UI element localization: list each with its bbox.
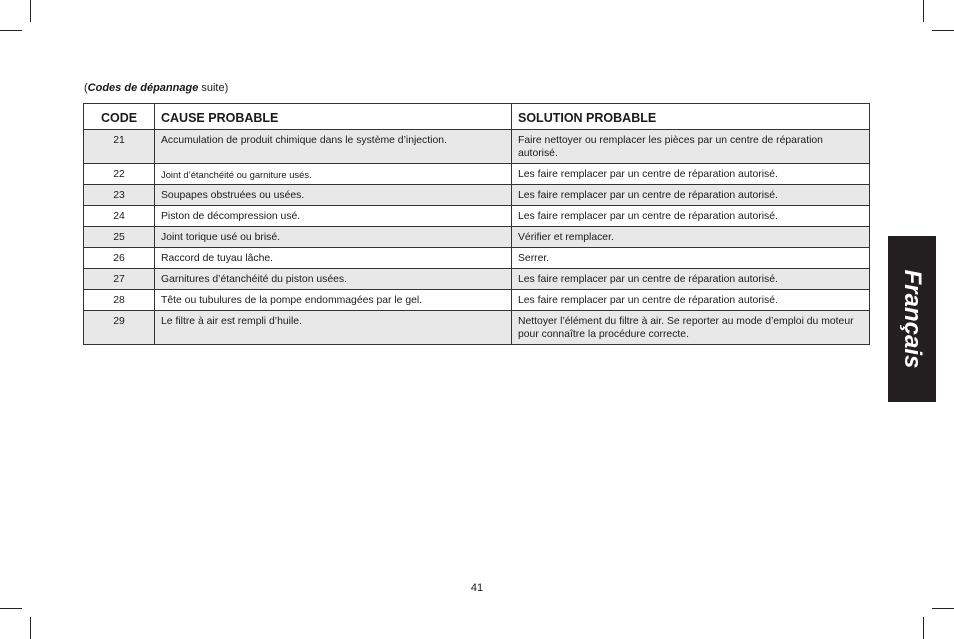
solution-cell: Les faire remplacer par un centre de réparation autorisé. [512, 206, 870, 227]
code-cell: 22 [84, 164, 155, 185]
solution-cell: Les faire remplacer par un centre de réparation autorisé. [512, 269, 870, 290]
code-cell: 27 [84, 269, 155, 290]
solution-cell: Serrer. [512, 248, 870, 269]
cause-cell: Le filtre à air est rempli d’huile. [155, 311, 512, 345]
table-row [84, 164, 870, 185]
crop-mark [0, 30, 22, 31]
crop-mark [923, 617, 924, 639]
crop-mark [30, 0, 31, 22]
code-cell: 21 [84, 130, 155, 164]
solution-cell: Les faire remplacer par un centre de réparation autorisé. [512, 290, 870, 311]
cause-cell: Garnitures d’étanchéité du piston usées. [155, 269, 512, 290]
table-row [84, 311, 870, 345]
table-row [84, 206, 870, 227]
table-row [84, 269, 870, 290]
header-solution: SOLUTION PROBABLE [512, 104, 870, 130]
table-row [84, 130, 870, 164]
solution-cell: Vérifier et remplacer. [512, 227, 870, 248]
table-row [84, 227, 870, 248]
cause-cell: Piston de décompression usé. [155, 206, 512, 227]
table-row [84, 185, 870, 206]
table-row [84, 290, 870, 311]
table-caption [84, 82, 228, 95]
crop-mark [932, 608, 954, 609]
code-cell: 24 [84, 206, 155, 227]
crop-mark [923, 0, 924, 22]
cause-cell: Raccord de tuyau lâche. [155, 248, 512, 269]
solution-cell: Nettoyer l’élément du filtre à air. Se reporter au mode d’emploi du moteur pour connaître la procédure correcte. [512, 311, 870, 345]
page-number: 41 [470, 582, 484, 594]
table-row [84, 248, 870, 269]
code-cell: 25 [84, 227, 155, 248]
language-tab [888, 236, 936, 402]
caption-suffix: suite) [198, 82, 229, 94]
troubleshooting-table [83, 103, 870, 345]
crop-mark [0, 608, 22, 609]
cause-cell: Accumulation de produit chimique dans le système d’injection. [155, 130, 512, 164]
solution-cell: Faire nettoyer ou remplacer les pièces par un centre de réparation autorisé. [512, 130, 870, 164]
caption-open: ( [84, 82, 88, 94]
crop-mark [932, 30, 954, 31]
cause-cell: Joint torique usé ou brisé. [155, 227, 512, 248]
solution-cell: Les faire remplacer par un centre de réparation autorisé. [512, 164, 870, 185]
caption-title: Codes de dépannage [87, 82, 199, 94]
cause-cell: Soupapes obstruées ou usées. [155, 185, 512, 206]
cause-cell: Joint d’étanchéité ou garniture usés. [155, 164, 512, 185]
header-code: CODE [84, 104, 155, 130]
code-cell: 28 [84, 290, 155, 311]
solution-cell: Les faire remplacer par un centre de réparation autorisé. [512, 185, 870, 206]
code-cell: 23 [84, 185, 155, 206]
crop-mark [30, 617, 31, 639]
language-tab-label: Français [899, 269, 926, 369]
header-cause: CAUSE PROBABLE [155, 104, 512, 130]
cause-cell: Tête ou tubulures de la pompe endommagées par le gel. [155, 290, 512, 311]
code-cell: 29 [84, 311, 155, 345]
code-cell: 26 [84, 248, 155, 269]
table-header-row [84, 104, 870, 130]
